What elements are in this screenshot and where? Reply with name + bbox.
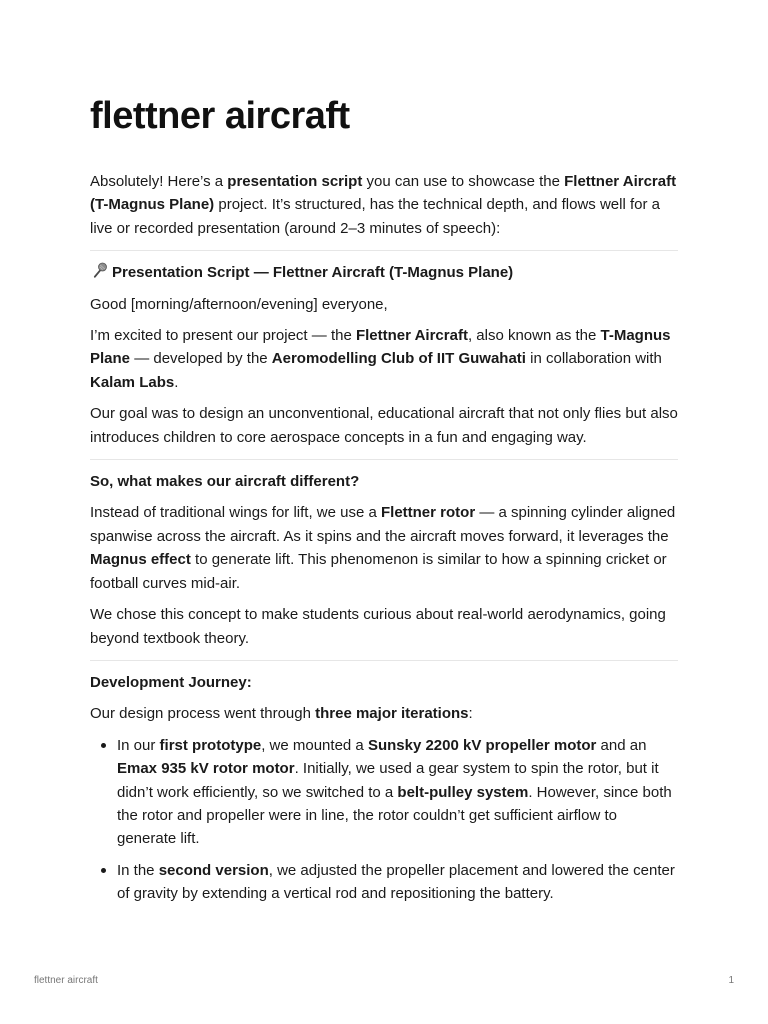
divider xyxy=(90,250,678,251)
page-title: flettner aircraft xyxy=(90,95,350,137)
footer-title: flettner aircraft xyxy=(34,975,98,986)
goal-paragraph: Our goal was to design an unconventional, educational aircraft that not only flies but also introduces children to core aerospace concepts in a fun and engaging way. xyxy=(90,405,678,446)
section-heading-journey: Development Journey: xyxy=(90,673,252,691)
microphone-icon xyxy=(90,262,108,280)
rotor-paragraph: Instead of traditional wings for lift, we use a Flettner rotor — a spinning cylinder aligned spanwise across the aircraft. As it spins and the aircraft moves forward, it leverages the Magnus effect to generate lift. This phenomenon is similar to how a spinning cricket or football curves mid-air. xyxy=(90,504,676,592)
process-paragraph: Our design process went through three major iterations: xyxy=(90,705,473,723)
concept-paragraph: We chose this concept to make students curious about real-world aerodynamics, going beyond textbook theory. xyxy=(90,606,666,647)
greeting: Good [morning/afternoon/evening] everyone, xyxy=(90,295,388,313)
iterations-list xyxy=(90,734,678,906)
intro-paragraph: Absolutely! Here’s a presentation script you can use to showcase the Flettner Aircraft (T-Magnus Plane) project. It’s structured, has the technical depth, and flows well for a live or recorded presentation (around 2–3 minutes of speech): xyxy=(90,173,677,237)
project-intro-paragraph: I’m excited to present our project — the Flettner Aircraft, also known as the T-Magnus Plane — developed by the Aeromodelling Club of IIT Guwahati in collaboration with Kalam Labs. xyxy=(90,327,671,391)
list-item: In the second version, we adjusted the propeller placement and lowered the center of gravity by extending a vertical rod and repositioning the battery. xyxy=(90,859,678,906)
list-item: In our first prototype, we mounted a Sunsky 2200 kV propeller motor and an Emax 935 kV rotor motor. Initially, we used a gear system to spin the rotor, but it didn’t work efficiently, so we switched to a belt-pulley system. However, since both the rotor and propeller were in line, the rotor couldn’t get sufficient airflow to generate lift. xyxy=(90,734,678,851)
script-heading: Presentation Script — Flettner Aircraft (T-Magnus Plane) xyxy=(90,261,678,284)
divider xyxy=(90,660,678,661)
divider xyxy=(90,459,678,460)
section-heading-different: So, what makes our aircraft different? xyxy=(90,473,360,491)
page-number: 1 xyxy=(728,975,734,986)
document-page xyxy=(90,92,678,914)
